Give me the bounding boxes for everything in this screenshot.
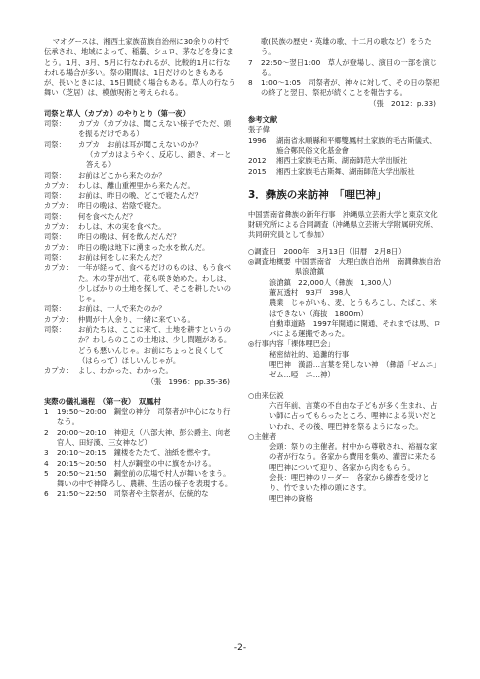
place-line-0: 中国雲南省 大理白族自治州 南澗彝族自治県浪滄鎮 bbox=[294, 257, 441, 277]
dialogue-text: お前はどこから来たのか？ bbox=[78, 170, 166, 180]
dialogue-speaker: 司祭： bbox=[44, 211, 66, 221]
intro-paragraph: マオグースは、湘西土家族苗族自治州に30余りの村で伝承され、地域によって、稲藁、シュロ、茅などを身にまとう。1月、3月、5月に行なわれるが、比較的1月に行なわれる場合が多い。祭の期間は、1日だけのときもあるが、長いときには、15日間続く場合もある。草人の行なう舞い（芝居）は、模倣呪術と考えられる。 bbox=[44, 37, 236, 98]
process-text: 19:50～20:00 鋼堂の神分 司祭者が中心になり行なう。 bbox=[57, 407, 231, 427]
dialogue-text: 昨日の晩は、何を飲んだんだ？ bbox=[78, 232, 181, 242]
process-item bbox=[248, 78, 442, 99]
dialogue-line bbox=[44, 191, 236, 201]
dialogue-speaker: 司祭： bbox=[44, 304, 66, 314]
process-text: 20:10～20:15 鐘楼をたたて、油紙を燃やす。 bbox=[57, 448, 216, 458]
process-number: 1 bbox=[44, 407, 49, 417]
reference-year: 1996 bbox=[248, 135, 267, 145]
reference-item bbox=[248, 136, 442, 157]
process-number: 6 bbox=[44, 489, 49, 499]
process-text: 20:15～20:50 村人が鋼堂の中に旗をかける。 bbox=[57, 458, 216, 468]
dialogue-line bbox=[44, 366, 236, 376]
dialogue-line bbox=[44, 304, 236, 314]
place-block bbox=[248, 257, 442, 278]
left-column bbox=[44, 37, 236, 500]
program-line-1: 哩巴神 漢語…言葉を発しない神 （彝語「ゼムニ」 ゼム…啞 ニ…神） bbox=[269, 360, 445, 380]
reference-text: 湘西土家族毛古斯、湖南師范大学出版社 bbox=[276, 156, 408, 166]
dialogue-line bbox=[44, 232, 236, 242]
survey-date: ○調査日 2000年 3月13日（旧暦 2月8日） bbox=[248, 246, 406, 256]
dialogue-speaker: カプカ： bbox=[44, 263, 74, 273]
dialogue-line bbox=[44, 325, 236, 366]
dialogue-line bbox=[44, 119, 236, 140]
dialogue-heading: 司祭と草人（カプカ）のやりとり（第一夜） bbox=[44, 108, 190, 118]
dialogue-text: お前は何をしに来たんだ？ bbox=[78, 252, 166, 262]
origin-label: ○由来伝説 bbox=[248, 390, 284, 400]
dialogue-speaker bbox=[44, 150, 78, 171]
dialogue-speaker: 司祭： bbox=[44, 232, 66, 242]
dialogue-list bbox=[44, 119, 236, 376]
place-line-3: 農業 じゃがいも、麦、とうもろこし、たばこ、米はできない（海抜 1800m） bbox=[269, 298, 437, 318]
process-text: 22:50～翌日1:00 草人が登場し、演目の一部を演じる。 bbox=[261, 57, 438, 77]
place-line-1: 浪滄鎮 22,000人（彝族 1,300人） bbox=[269, 277, 396, 287]
dialogue-line bbox=[44, 253, 236, 263]
dialogue-line bbox=[44, 263, 236, 304]
reference-text: 湖南省永順縣和平郷雙鳳村土家族的毛古斯儀式、施合鄭民俗文化基金會 bbox=[276, 135, 437, 155]
dialogue-text: （カプカはようやく、反応し、鎖き、オーと答える） bbox=[86, 149, 232, 170]
process-item bbox=[44, 448, 236, 458]
process-item bbox=[248, 58, 442, 79]
process-text: 21:50～22:50 司祭者や主祭者が、伝統的な bbox=[57, 489, 209, 499]
process-continued-list bbox=[248, 37, 442, 99]
dialogue-line bbox=[44, 181, 236, 191]
dialogue-text: 仲間が十人余り、一緒に来ている。 bbox=[78, 314, 195, 324]
reference-year: 2012 bbox=[248, 156, 267, 166]
process-item bbox=[44, 407, 236, 428]
place-line-2: 董瓦透村 93戸 398人 bbox=[269, 287, 351, 297]
dialogue-speaker: 司祭： bbox=[44, 252, 66, 262]
process-text: 20:00～20:10 神迎え（八部大神、彭公爵主、向老官人、田好漢、三女神など） bbox=[57, 427, 231, 447]
process-heading: 実際の儀礼過程 （第一夜） 双鳳村 bbox=[44, 396, 161, 406]
dialogue-line bbox=[44, 243, 236, 253]
dialogue-text: カプカ お前は耳が聞こえないのか？ bbox=[78, 139, 202, 149]
program-label: ◎行事内容「裸体哩巴会」 bbox=[248, 339, 335, 349]
process-item bbox=[44, 459, 236, 469]
dialogue-text: わしは、木の実を食べた。 bbox=[78, 222, 166, 232]
dialogue-speaker: 司祭： bbox=[44, 325, 66, 335]
dialogue-text: よし、わかった、わかった。 bbox=[78, 366, 173, 376]
dialogue-speaker: カプカ： bbox=[44, 366, 74, 376]
dialogue-speaker: カプカ： bbox=[44, 222, 74, 232]
page-number: -2- bbox=[233, 643, 247, 653]
process-item bbox=[248, 37, 442, 58]
host-text-1: 会頭：祭りの主催者。村中から尊敬され、裕福な家の者が行なう。各家から費用を集め、灌習に来たる哩巴神について迎り、各家から肉をもらう。 bbox=[269, 442, 438, 472]
process-number: 4 bbox=[44, 458, 49, 468]
dialogue-text: 昨日の晩は、岩陰で寝た。 bbox=[78, 201, 166, 211]
references-heading: 参考文献 bbox=[248, 115, 278, 125]
dialogue-speaker: カプカ： bbox=[44, 180, 74, 190]
process-text: 歌(民族の歴史・英雄の歌、十二月の歌など）をうたう。 bbox=[261, 37, 432, 57]
dialogue-speaker: カプカ： bbox=[44, 201, 74, 211]
dialogue-text: カプカ（カプカは、聞こえない様子でただ、頭を振るだけである） bbox=[78, 119, 232, 139]
section-title: 3．彝族の来訪神 「哩巴神」 bbox=[248, 188, 387, 201]
host-label: ○主催者 bbox=[248, 431, 277, 441]
dialogue-text: お前は、一人で来たのか？ bbox=[78, 304, 166, 314]
dialogue-line bbox=[44, 150, 236, 171]
dialogue-line bbox=[44, 140, 236, 150]
dialogue-line bbox=[44, 201, 236, 211]
dialogue-line bbox=[44, 315, 236, 325]
host-text-2: 会長：哩巴神のリーダー 各家から線香を受けとり、竹でまいた棒の頭にさす。 bbox=[269, 472, 430, 493]
dialogue-speaker: 司祭： bbox=[44, 191, 66, 201]
dialogue-text: お前たちは、ここに来て、土地を耕すというのか？わしらのここの土地は、少し問題がある。どうも悪いんじゃ。お前にちょっと良くして（はらって）ほしいんじゃが。 bbox=[78, 325, 232, 365]
process-number bbox=[248, 37, 261, 58]
process-list bbox=[44, 407, 236, 500]
place-label: ◎調査地概要 bbox=[248, 257, 291, 267]
dialogue-speaker: 司祭： bbox=[44, 119, 66, 129]
process-text: 1:00～1:05 司祭者が、神々に対して、その日の祭祀の終了と翌日、祭祀が続くことを報告する。 bbox=[261, 78, 440, 98]
dialogue-speaker: 司祭： bbox=[44, 139, 66, 149]
reference-text: 湘西土家族毛古斯舞、湖南師范大学出版社 bbox=[276, 166, 415, 176]
process-text: 20:50～21:50 鋼堂前の広場で村人が舞いをまう。舞いの中で神降ろし、農耕、生活の様子を表現する。 bbox=[57, 468, 233, 489]
dialogue-line bbox=[44, 222, 236, 232]
dialogue-speaker: カプカ： bbox=[44, 314, 74, 324]
process-number: 3 bbox=[44, 448, 49, 458]
dialogue-citation: （張 1996：pp.35-36) bbox=[146, 376, 230, 386]
reference-year: 2015 bbox=[248, 166, 267, 176]
process-item bbox=[44, 428, 236, 449]
process-item bbox=[44, 489, 236, 499]
dialogue-text: 一年が経って、食べるだけのものは、もう食べた。木の芽が出て、花も咲き始めた。わしは、少しばかりの土地を探して、そこを耕したいのじゃ。 bbox=[78, 263, 232, 304]
section-intro: 中国雲南省彝族の新年行事 沖縄県立芸術大学と東京文化財研究所による合同調査（沖縄県立芸術大学附属研究所、共同研究員として参加） bbox=[248, 209, 438, 240]
process-number: 7 bbox=[248, 57, 253, 67]
references-author: 張子偉 bbox=[248, 125, 270, 135]
origin-text: 六百年前、言葉の不自由な子どもが多く生まれ、占い師に占ってもらったところ、哩神による災いだといわれ、その後、哩巴神を祭るようになった。 bbox=[269, 400, 438, 431]
process-number: 8 bbox=[248, 78, 253, 88]
host-text-3: 哩巴神の資格 bbox=[269, 493, 313, 503]
right-column bbox=[248, 37, 445, 504]
dialogue-line bbox=[44, 212, 236, 222]
dialogue-text: お前は、昨日の晩、どこで寝たんだ？ bbox=[78, 191, 203, 201]
references-list bbox=[248, 136, 442, 177]
program-line-0: 秘密結社的、追灘的行事 bbox=[269, 349, 350, 359]
dialogue-line bbox=[44, 171, 236, 181]
process-number: 2 bbox=[44, 427, 49, 437]
place-line-4: 自動車道路 1997年開通に開通、それまでは馬、ロバによる運搬であった。 bbox=[269, 318, 441, 339]
dialogue-speaker: カプカ： bbox=[44, 242, 74, 252]
process-number: 5 bbox=[44, 468, 49, 478]
reference-item bbox=[248, 156, 442, 166]
dialogue-text: わしは、離山重裡里から来たんだ。 bbox=[78, 180, 195, 190]
reference-item bbox=[248, 167, 442, 177]
dialogue-text: 何を食べたんだ？ bbox=[78, 211, 137, 221]
process-item bbox=[44, 469, 236, 490]
dialogue-text: 昨日の晩は地下に湧まった水を飲んだ。 bbox=[78, 242, 210, 252]
process-citation: （張 2012：p.33) bbox=[369, 98, 436, 108]
dialogue-speaker: 司祭： bbox=[44, 170, 66, 180]
